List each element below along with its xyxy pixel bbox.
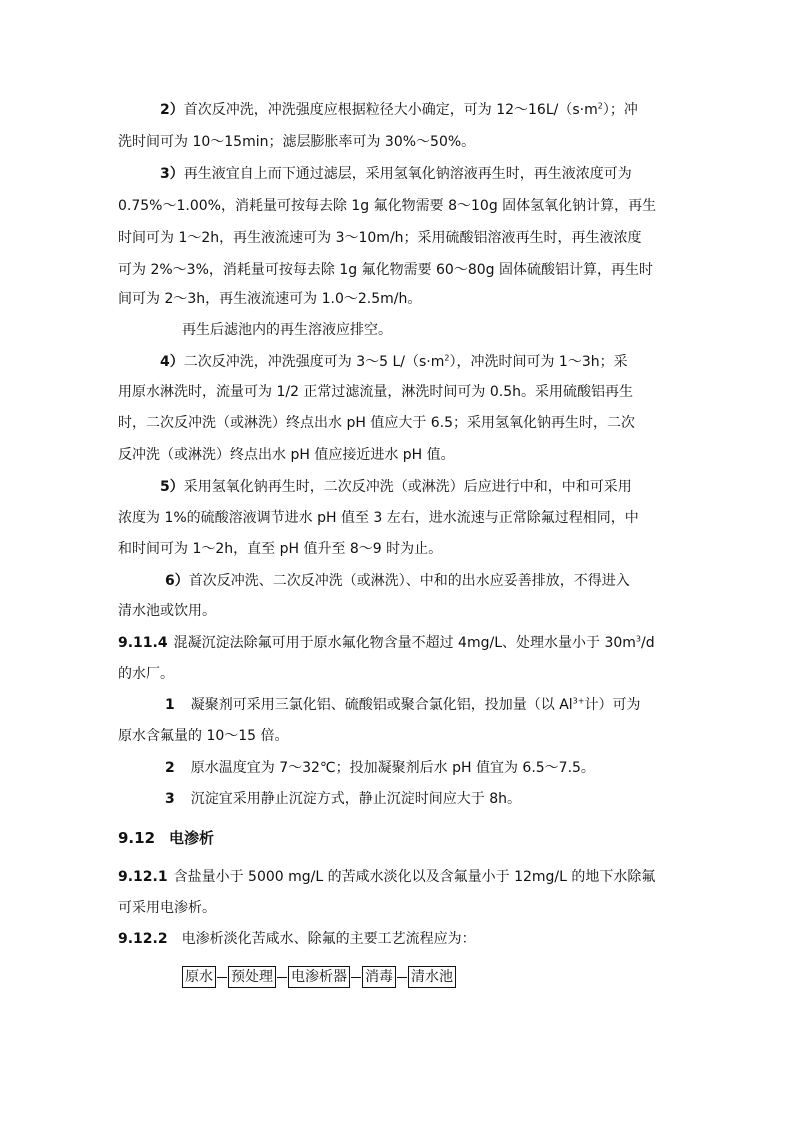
para-2-line-2: 洗时间可为 10～15min；滤层膨胀率可为 30%～50%。 xyxy=(118,134,476,150)
clause-9-11-4-line-1: 9.11.4 混凝沉淀法除氟可用于原水氟化物含量不超过 4mg/L、处理水量小于 $30m^3/d$ xyxy=(118,634,655,651)
flow-step-electrodialyzer: 电渗析器 xyxy=(288,966,350,988)
process-flow xyxy=(182,966,456,988)
flow-connector xyxy=(277,977,287,978)
para-4-line-2: 用原水淋洗时，流量可为 1/2 正常过滤流量，淋洗时间可为 0.5h。采用硫酸铝再生 xyxy=(118,384,634,400)
para-4-line-1: 4）二次反冲洗，冲洗强度可为 3～5 $L/(s\cdot m^2)$，冲洗时间可为 1～3h；采 xyxy=(160,353,628,370)
clause-9-12-2: 9.12.2 电渗析淡化苦咸水、除氟的主要工艺流程应为： xyxy=(118,931,476,947)
para-5-line-1: 5）采用氢氧化钠再生时，二次反冲洗（或淋洗）后应进行中和，中和可采用 xyxy=(160,479,632,495)
para-3-line-3: 时间可为 1～2h，再生液流速可为 3～10m/h；采用硫酸铝溶液再生时，再生液浓度 xyxy=(118,230,642,246)
item-1-line-1: 1 凝聚剂可采用三氯化铝、硫酸铝或聚合氯化铝，投加量（以 $Al^{3+}$计）可为 xyxy=(165,696,641,713)
para-3-line-2: 0.75%～1.00%，消耗量可按每去除 1g 氟化物需要 8～10g 固体氢氧化钠计算，再生 xyxy=(118,198,657,214)
flow-connector xyxy=(397,977,407,978)
clause-9-12-1-line-1: 9.12.1 含盐量小于 5000 mg/L 的苦咸水淡化以及含氟量小于 12mg/L 的地下水除氟 xyxy=(118,869,656,885)
clause-9-12-1-line-2: 可采用电渗析。 xyxy=(118,900,216,916)
para-3-line-6: 再生后滤池内的再生溶液应排空。 xyxy=(182,322,392,338)
para-2-line-1: 2）首次反冲洗，冲洗强度应根据粒径大小确定，可为 $12\sim 16L/(s\cdot m^2)$；冲 xyxy=(160,101,638,118)
flow-connector xyxy=(351,977,361,978)
para-3-line-1: 3）再生液宜自上而下通过滤层，采用氢氧化钠溶液再生时，再生液浓度可为 xyxy=(160,166,632,182)
flow-connector xyxy=(217,977,227,978)
item-1-line-2: 原水含氟量的 10～15 倍。 xyxy=(118,728,289,744)
clause-9-11-4-line-2: 的水厂。 xyxy=(118,666,174,682)
item-3: 3 沉淀宜采用静止沉淀方式，静止沉淀时间应大于 8h。 xyxy=(165,791,521,807)
flow-step-raw-water: 原水 xyxy=(182,966,216,988)
section-heading: 9.12 电渗析 xyxy=(118,829,215,847)
para-6-line-1: 6）首次反冲洗、二次反冲洗（或淋洗）、中和的出水应妥善排放，不得进入 xyxy=(165,573,630,589)
flow-step-clear-water-tank: 清水池 xyxy=(408,966,456,988)
flow-step-pretreatment: 预处理 xyxy=(228,966,276,988)
para-4-line-3: 时，二次反冲洗（或淋洗）终点出水 pH 值应大于 6.5；采用氢氧化钠再生时，二次 xyxy=(118,415,636,431)
flow-step-disinfection: 消毒 xyxy=(362,966,396,988)
para-3-line-4: 可为 2%～3%，消耗量可按每去除 1g 氟化物需要 60～80g 固体硫酸铝计算，再生时 xyxy=(118,262,653,278)
para-4-line-4: 反冲洗（或淋洗）终点出水 pH 值应接近进水 pH 值。 xyxy=(118,447,455,463)
item-2: 2 原水温度宜为 7～32℃；投加凝聚剂后水 pH 值宜为 6.5～7.5。 xyxy=(165,760,595,776)
para-5-line-2: 浓度为 1%的硫酸溶液调节进水 pH 值至 3 左右，进水流速与正常除氟过程相同，中 xyxy=(118,510,639,526)
para-6-line-2: 清水池或饮用。 xyxy=(118,603,216,619)
para-5-line-3: 和时间可为 1～2h，直至 pH 值升至 8～9 时为止。 xyxy=(118,541,443,557)
para-3-line-5: 间可为 2～3h，再生液流速可为 1.0～2.5m/h。 xyxy=(118,291,422,307)
